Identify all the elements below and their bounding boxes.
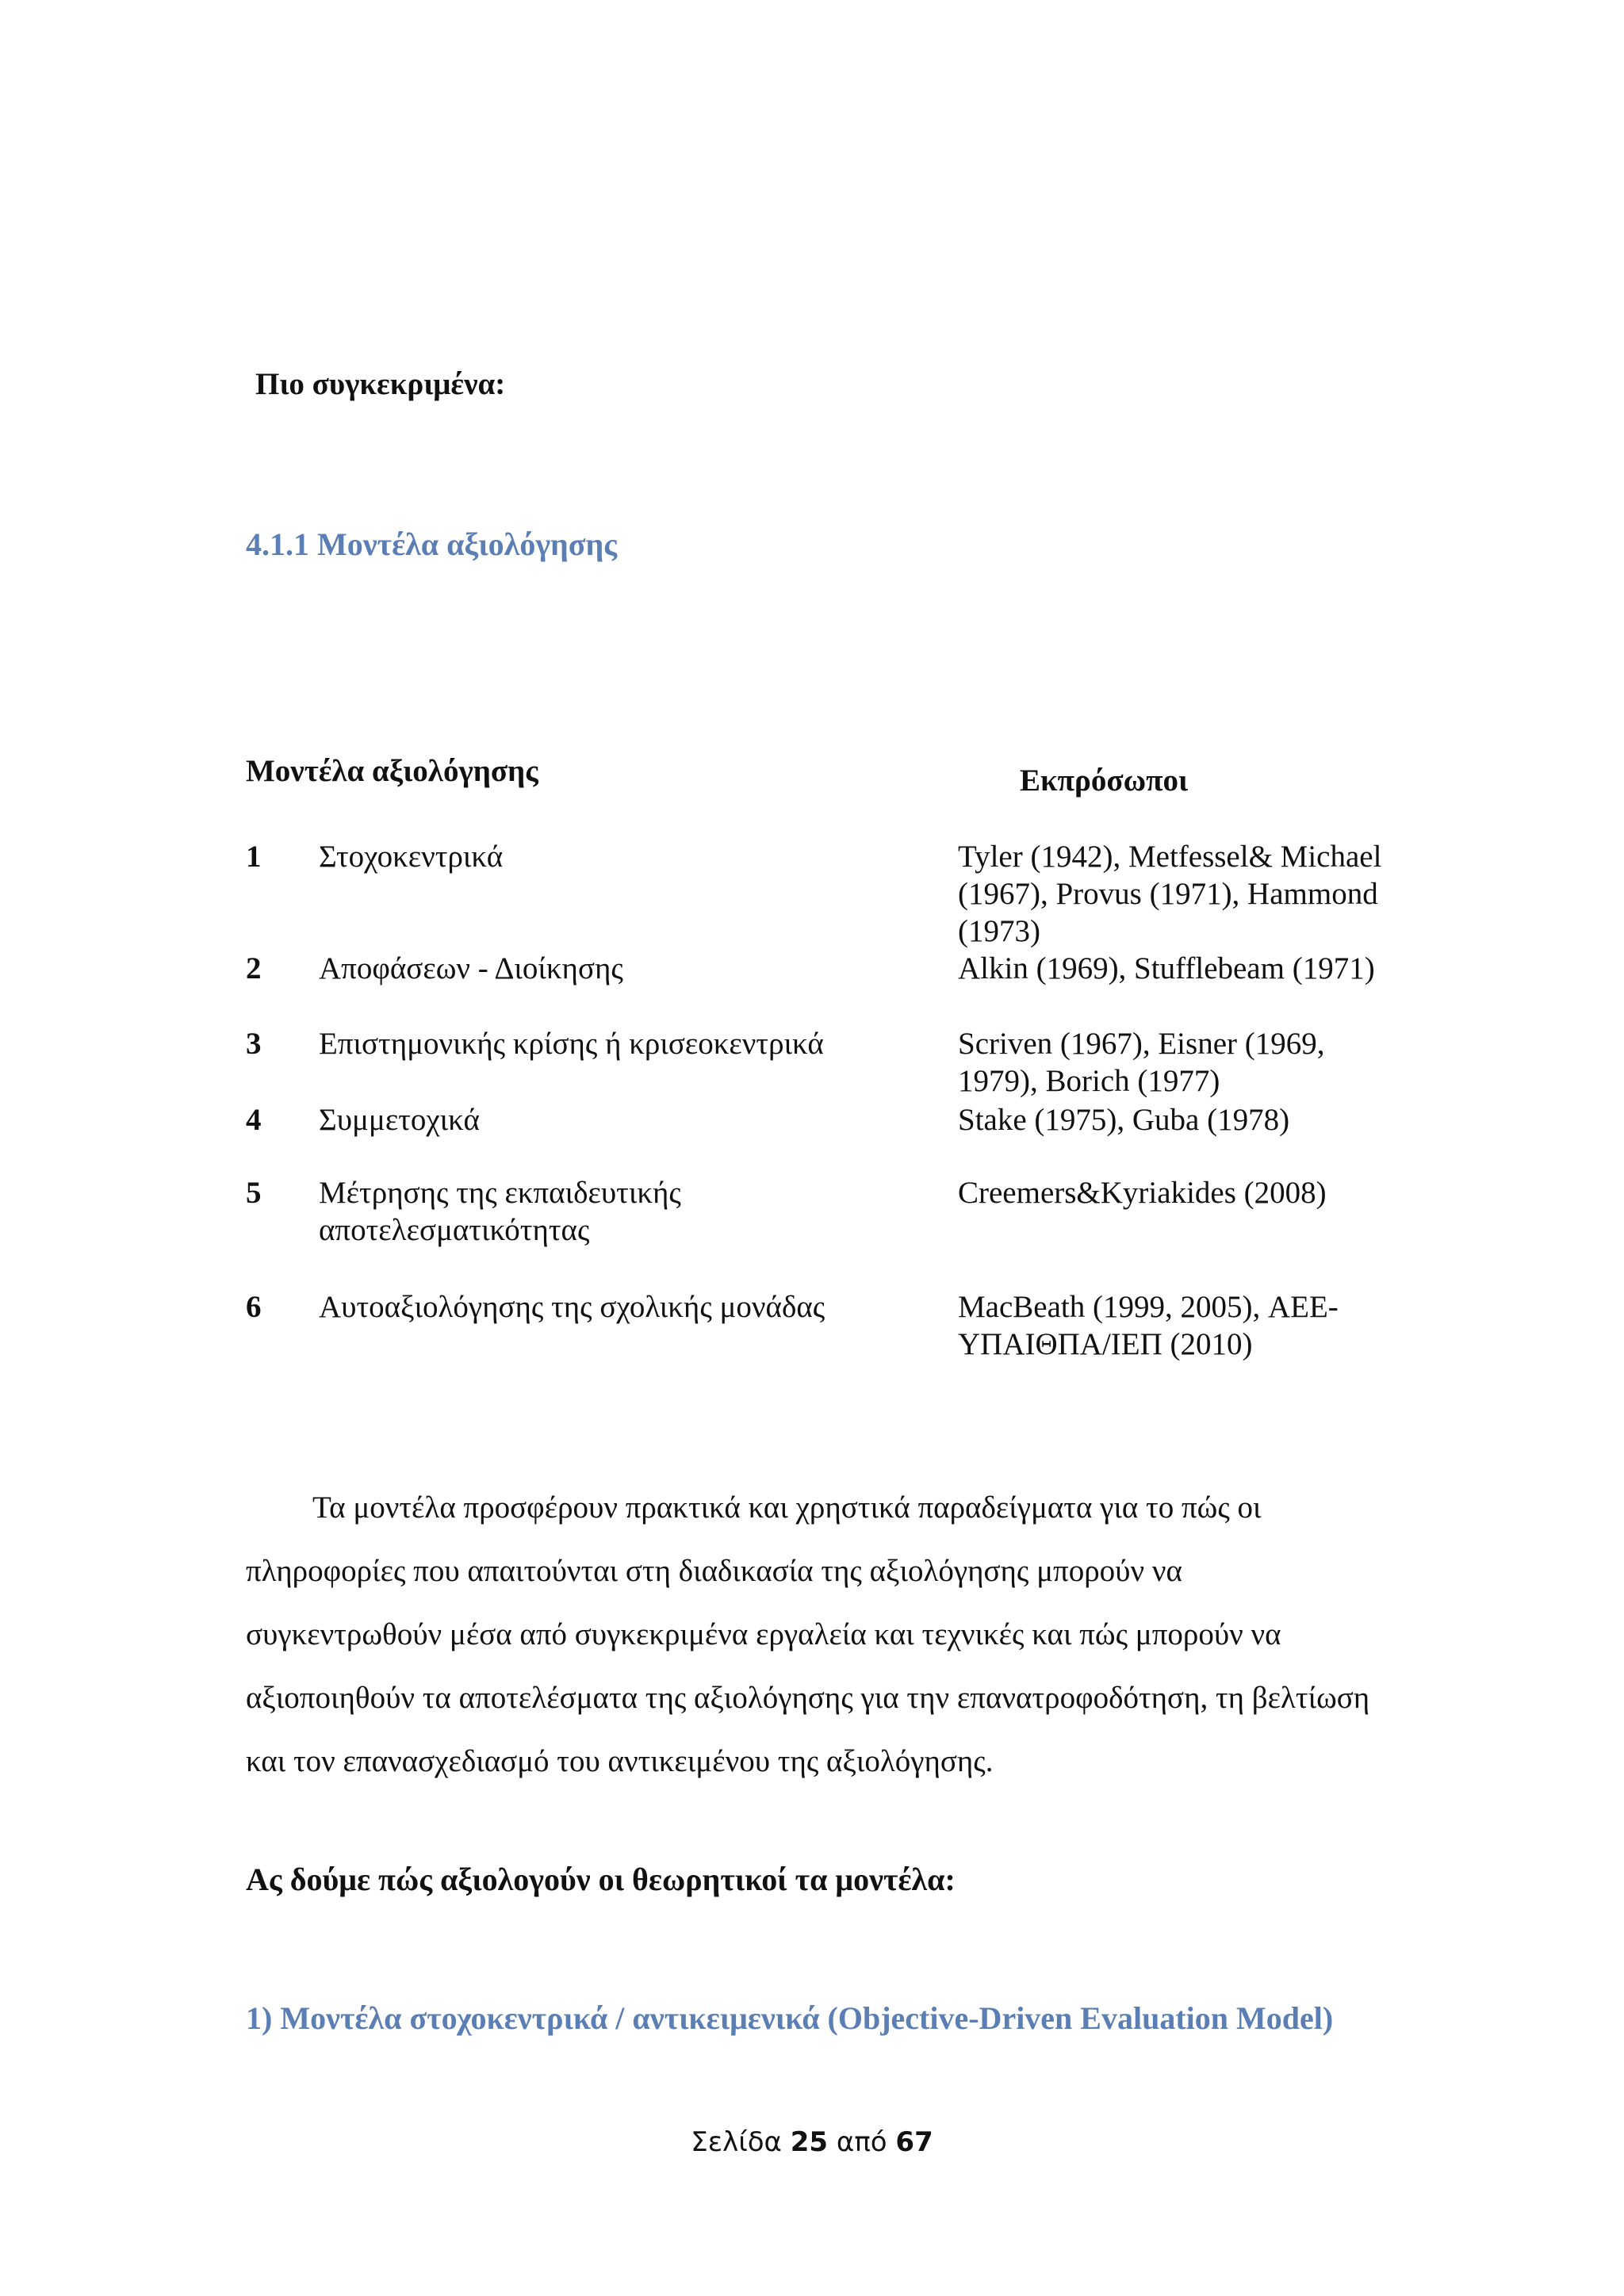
page-footer — [0, 2126, 1624, 2158]
footer-total-pages: 67 — [895, 2126, 933, 2158]
row-number: 6 — [246, 1290, 262, 1324]
row-model: Αποφάσεων - Διοίκησης — [319, 951, 623, 985]
row-representatives: Stake (1975), Guba (1978) — [958, 1103, 1290, 1137]
paragraph-text: Τα μοντέλα προσφέρουν πρακτικά και χρηστικά παραδείγματα για το πώς οι πληροφορίες που απαιτούνται στη διαδικασία της αξιολόγησης μπορούν να συγκεντρωθούν μέσα από συγκεκριμένα εργαλεία και τεχνικές και πώς μπορούν να αξιοποιηθούν τα αποτελέσματα της αξιολόγησης για την επανατροφοδότηση, τη βελτίωση και τον επανασχεδιασμό του αντικειμένου της αξιολόγησης. — [246, 1490, 1370, 1778]
row-number: 2 — [246, 951, 262, 985]
row-model: Αυτοαξιολόγησης της σχολικής μονάδας — [319, 1290, 825, 1324]
row-model: Συμμετοχικά — [319, 1103, 480, 1137]
footer-page-number: 25 — [790, 2126, 829, 2158]
footer-middle: από — [836, 2126, 887, 2158]
row-number: 1 — [246, 840, 262, 874]
table-header-models: Μοντέλα αξιολόγησης — [246, 754, 538, 788]
row-representatives: Creemers&Kyriakides (2008) — [958, 1176, 1327, 1210]
row-number: 5 — [246, 1176, 262, 1210]
row-model: Επιστημονικής κρίσης ή κρισεοκεντρικά — [319, 1027, 824, 1061]
row-representatives: Scriven (1967), Eisner (1969, 1979), Borich (1977) — [958, 1027, 1325, 1098]
body-paragraph — [246, 1476, 1372, 1793]
row-representatives: Alkin (1969), Stufflebeam (1971) — [958, 951, 1375, 985]
row-representatives: MacBeath (1999, 2005), ΑΕΕ-ΥΠΑΙΘΠΑ/ΙΕΠ (2010) — [958, 1290, 1339, 1361]
section-heading: 4.1.1 Μοντέλα αξιολόγησης — [246, 526, 618, 562]
row-representatives: Tyler (1942), Metfessel& Michael (1967), Provus (1971), Hammond (1973) — [958, 840, 1382, 948]
row-number: 4 — [246, 1103, 262, 1137]
intro-text: Πιο συγκεκριμένα: — [255, 367, 506, 401]
lead-in-text: Ας δούμε πώς αξιολογούν οι θεωρητικοί τα μοντέλα: — [246, 1862, 956, 1897]
table-header-representatives: Εκπρόσωποι — [1020, 763, 1189, 798]
row-number: 3 — [246, 1027, 262, 1061]
subsection-heading: 1) Μοντέλα στοχοκεντρικά / αντικειμενικά (Objective-Driven Evaluation Model) — [246, 2000, 1334, 2036]
row-model: Μέτρησης της εκπαιδευτικής αποτελεσματικότητας — [319, 1176, 681, 1247]
row-model: Στοχοκεντρικά — [319, 840, 504, 874]
footer-prefix: Σελίδα — [691, 2126, 782, 2158]
